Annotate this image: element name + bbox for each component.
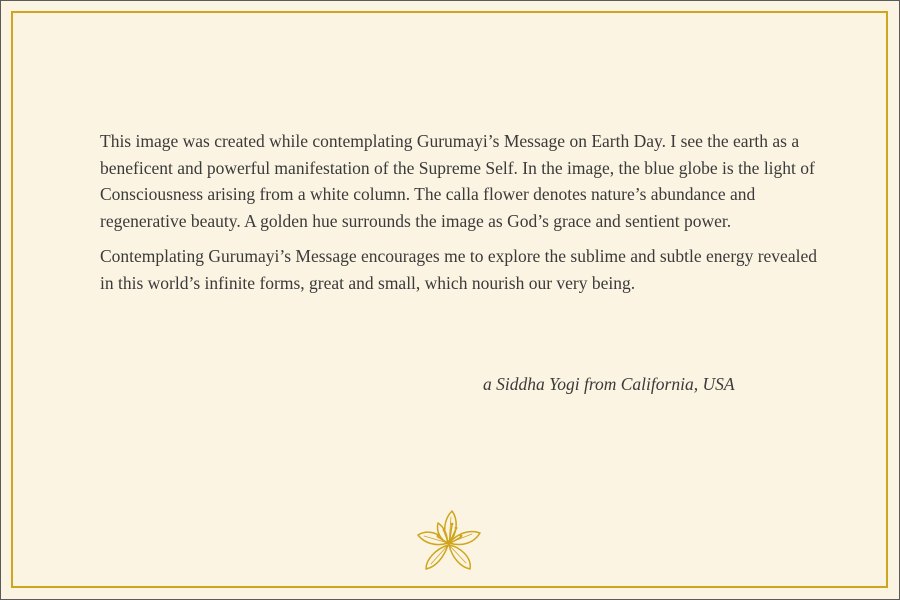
message-paragraph-2: Contemplating Gurumayi’s Message encourages me to explore the sublime and subtle energy revealed in this world’s infinite forms, great and small, which nourish our very being. [100, 246, 817, 293]
lily-flower-icon [414, 507, 484, 575]
message-paragraph-1: This image was created while contemplating Gurumayi’s Message on Earth Day. I see the earth as a beneficent and powerful manifestation of the Supreme Self. In the image, the blue globe is the light of Consciousness arising from a white column. The calla flower denotes nature’s abundance and regenerative beauty. A golden hue surrounds the image as God’s grace and sentient power. [100, 131, 815, 231]
message-body [100, 128, 820, 305]
attribution: a Siddha Yogi from California, USA [483, 374, 735, 394]
